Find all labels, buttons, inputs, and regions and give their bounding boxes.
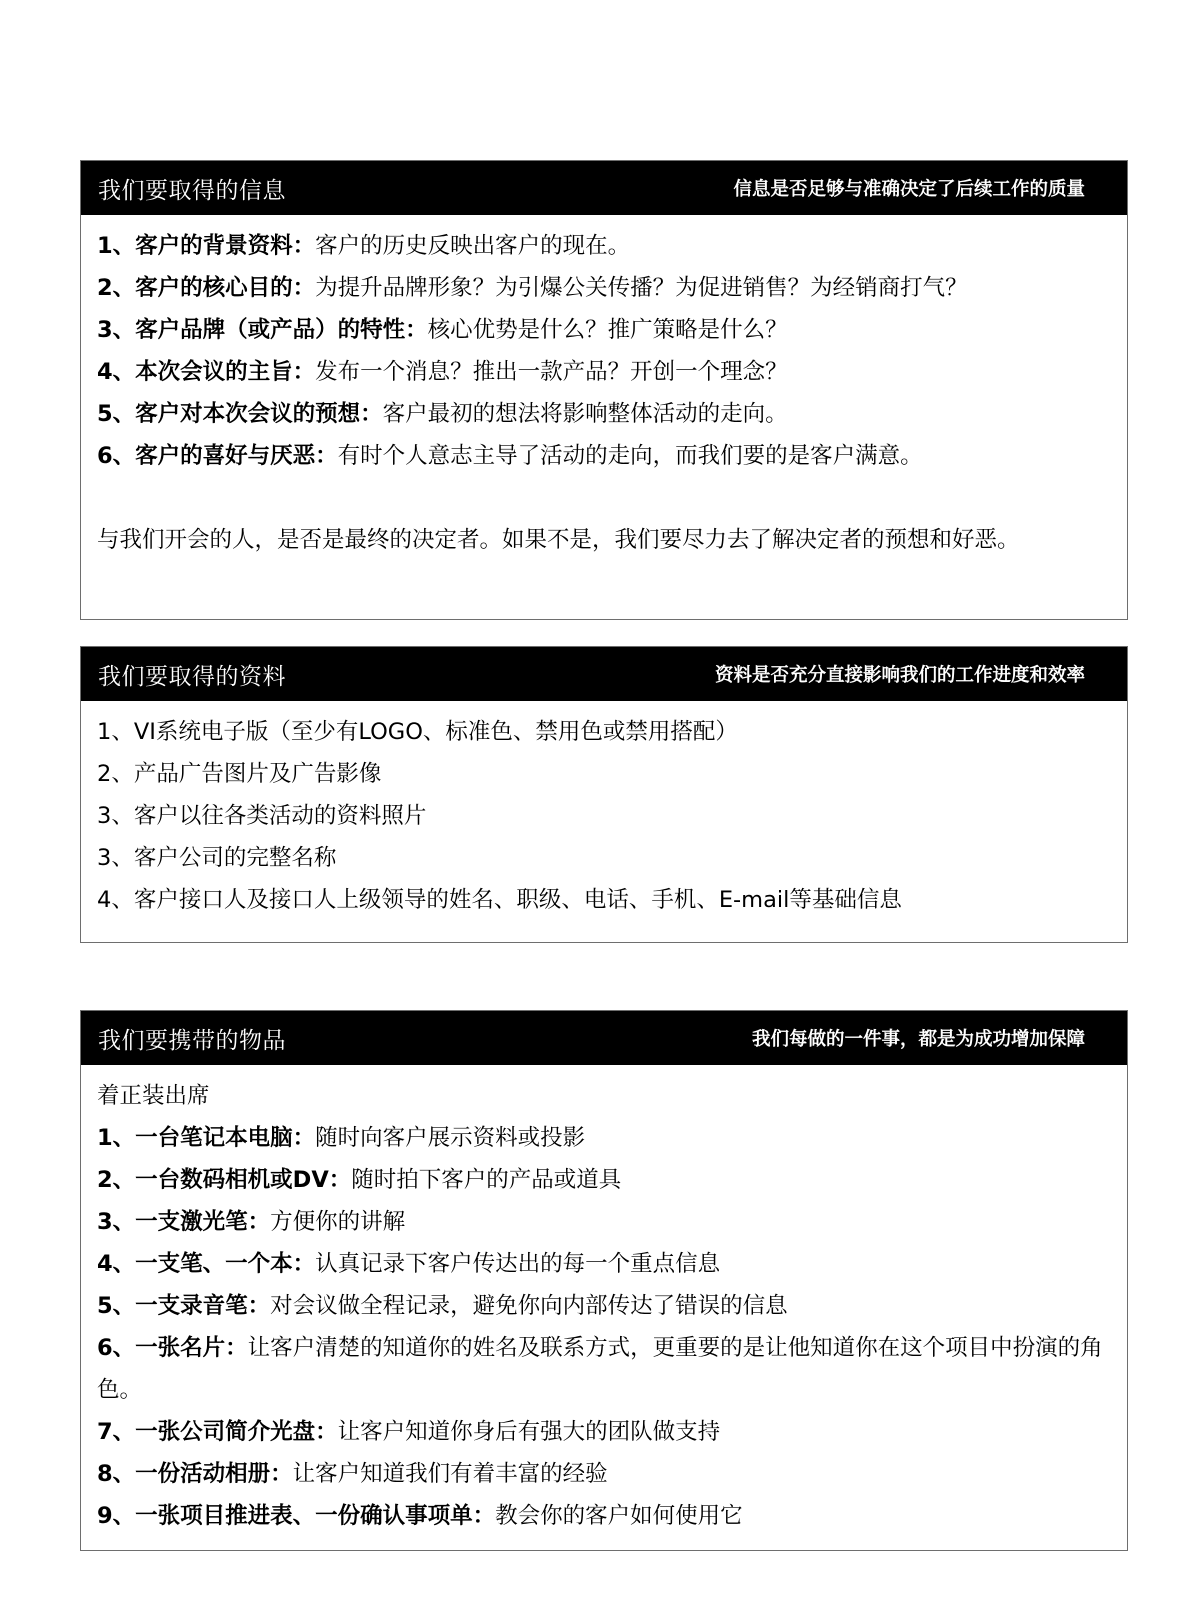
- section-body: [81, 1065, 1127, 1537]
- section-title: 我们要取得的资料: [98, 663, 286, 690]
- section-note: 我们每做的一件事，都是为成功增加保障: [751, 1029, 1085, 1050]
- item-label: 6、一张名片：: [97, 1335, 248, 1361]
- list-item: 3、客户以往各类活动的资料照片: [97, 803, 427, 829]
- section-title: 我们要携带的物品: [98, 1027, 286, 1054]
- item-label: 5、一支录音笔：: [97, 1293, 271, 1319]
- item-text: 对会议做全程记录，避免你向内部传达了错误的信息: [270, 1293, 788, 1319]
- item-text: 方便你的讲解: [270, 1209, 406, 1235]
- section-title: 我们要取得的信息: [98, 177, 286, 204]
- item-text: 发布一个消息？推出一款产品？开创一个理念？: [315, 359, 788, 385]
- list-item: 2、产品广告图片及广告影像: [97, 761, 382, 787]
- item-label: 2、客户的核心目的：: [97, 275, 316, 301]
- item-label: 1、客户的背景资料：: [97, 233, 316, 259]
- list-item: [97, 1285, 1113, 1327]
- item-label: 4、本次会议的主旨：: [97, 359, 316, 385]
- list-item: [97, 393, 1113, 435]
- list-item: [97, 267, 1113, 309]
- section-header: [81, 647, 1127, 701]
- items-section: [80, 1010, 1128, 1551]
- section-note: 资料是否充分直接影响我们的工作进度和效率: [714, 665, 1085, 686]
- item-label: 8、一份活动相册：: [97, 1461, 293, 1487]
- item-text: 核心优势是什么？推广策略是什么？: [427, 317, 788, 343]
- item-label: 1、一台笔记本电脑：: [97, 1125, 316, 1151]
- list-item: 1、VI系统电子版（至少有LOGO、标准色、禁用色或禁用搭配）: [97, 719, 738, 745]
- info-section: [80, 160, 1128, 620]
- list-item: [97, 1327, 1113, 1411]
- materials-section: [80, 646, 1128, 943]
- item-text: 认真记录下客户传达出的每一个重点信息: [315, 1251, 721, 1277]
- item-text: 客户最初的想法将影响整体活动的走向。: [382, 401, 788, 427]
- item-text: 随时向客户展示资料或投影: [315, 1125, 586, 1151]
- spacer: [97, 477, 1113, 519]
- list-item: [97, 435, 1113, 477]
- section-header: [81, 1011, 1127, 1065]
- list-item: [97, 1159, 1113, 1201]
- list-item: 4、客户接口人及接口人上级领导的姓名、职级、电话、手机、E-mail等基础信息: [97, 887, 902, 913]
- section-note: 信息是否足够与准确决定了后续工作的质量: [733, 179, 1085, 200]
- section-header: [81, 161, 1127, 215]
- list-item: 3、客户公司的完整名称: [97, 845, 337, 871]
- item-text: 教会你的客户如何使用它: [495, 1503, 743, 1529]
- list-item: [97, 1411, 1113, 1453]
- section-intro: 着正装出席: [97, 1083, 210, 1109]
- item-label: 3、客户品牌（或产品）的特性：: [97, 317, 428, 343]
- list-item: [97, 309, 1113, 351]
- section-body: [81, 215, 1127, 561]
- item-label: 9、一张项目推进表、一份确认事项单：: [97, 1503, 496, 1529]
- item-text: 为提升品牌形象？为引爆公关传播？为促进销售？为经销商打气？: [315, 275, 968, 301]
- footnote: 与我们开会的人，是否是最终的决定者。如果不是，我们要尽力去了解决定者的预想和好恶。: [97, 527, 1020, 553]
- item-label: 4、一支笔、一个本：: [97, 1251, 316, 1277]
- list-item: [97, 225, 1113, 267]
- item-text: 让客户知道你身后有强大的团队做支持: [337, 1419, 721, 1445]
- item-label: 5、客户对本次会议的预想：: [97, 401, 383, 427]
- item-text: 客户的历史反映出客户的现在。: [315, 233, 631, 259]
- item-text: 让客户知道我们有着丰富的经验: [292, 1461, 608, 1487]
- list-item: [97, 351, 1113, 393]
- list-item: [97, 1117, 1113, 1159]
- list-item: [97, 1495, 1113, 1537]
- item-label: 6、客户的喜好与厌恶：: [97, 443, 338, 469]
- list-item: [97, 1453, 1113, 1495]
- item-text: 随时拍下客户的产品或道具: [351, 1167, 622, 1193]
- item-text: 让客户清楚的知道你的姓名及联系方式，更重要的是让他知道你在这个项目中扮演的角色。: [97, 1335, 1103, 1403]
- list-item: [97, 1243, 1113, 1285]
- section-body: [81, 701, 1127, 921]
- item-label: 3、一支激光笔：: [97, 1209, 271, 1235]
- item-label: 7、一张公司简介光盘：: [97, 1419, 338, 1445]
- list-item: [97, 1201, 1113, 1243]
- item-text: 有时个人意志主导了活动的走向，而我们要的是客户满意。: [337, 443, 923, 469]
- item-label: 2、一台数码相机或DV：: [97, 1167, 352, 1193]
